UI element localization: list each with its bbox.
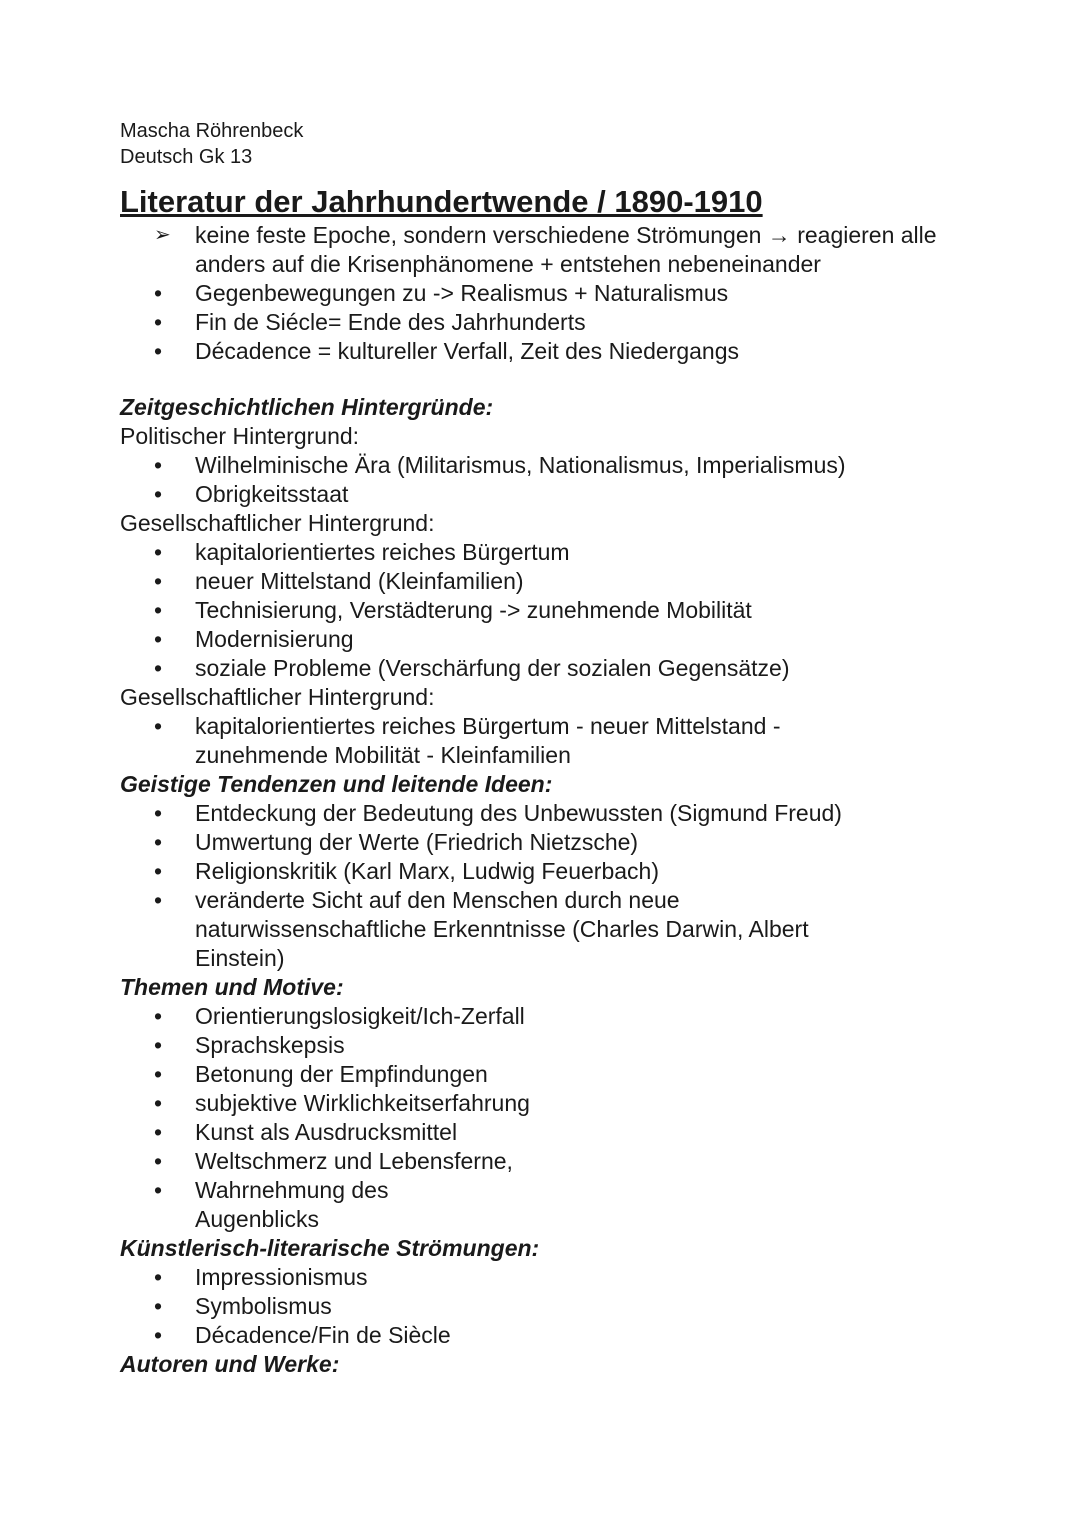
list-item: • Orientierungslosigkeit/Ich-Zerfall [154, 1003, 525, 1029]
themen-list [120, 1002, 1000, 1234]
bullet-icon: • [154, 568, 163, 594]
stroemungen-list [120, 1263, 1000, 1350]
bullet-icon: • [154, 309, 163, 335]
list-item: • Wilhelminische Ära (Militarismus, Nationalismus, Imperialismus) [154, 452, 846, 478]
list-item: • Sprachskepsis [154, 1032, 345, 1058]
section-heading-themen: Themen und Motive: [120, 974, 344, 1000]
list-item: • Modernisierung [154, 626, 354, 652]
bullet-icon: • [154, 1090, 163, 1116]
list-item: ➢ keine feste Epoche, sondern verschiedene Strömungen → reagieren alle anders auf die Krisenphänomene + entstehen nebeneinander [154, 222, 937, 277]
section-heading-autoren: Autoren und Werke: [120, 1351, 340, 1377]
list-item: • veränderte Sicht auf den Menschen durch neue naturwissenschaftliche Erkenntnisse (Charles Darwin, Albert Einstein) [154, 887, 809, 971]
bullet-icon: • [154, 1264, 163, 1290]
list-item: • kapitalorientiertes reiches Bürgertum - neuer Mittelstand - zunehmende Mobilität - Kleinfamilien [154, 713, 781, 768]
list-item: • Décadence = kultureller Verfall, Zeit des Niedergangs [154, 338, 739, 364]
gesellschaft-list-2 [120, 712, 1000, 770]
bullet-icon: • [154, 829, 163, 855]
list-item: • Kunst als Ausdrucksmittel [154, 1119, 458, 1145]
list-item: • soziale Probleme (Verschärfung der sozialen Gegensätze) [154, 655, 790, 681]
author-name: Mascha Röhrenbeck [120, 120, 304, 142]
politisch-list [120, 451, 1000, 509]
list-item: • Wahrnehmung des Augenblicks [154, 1177, 389, 1232]
document-page [120, 118, 1000, 1379]
subheading-politisch: Politischer Hintergrund: [120, 423, 360, 449]
geistig-list [120, 799, 1000, 973]
list-item: • Gegenbewegungen zu -> Realismus + Naturalismus [154, 280, 729, 306]
list-item: • Obrigkeitsstaat [154, 481, 349, 507]
bullet-icon: • [154, 713, 163, 739]
list-item: • Fin de Siécle= Ende des Jahrhunderts [154, 309, 586, 335]
bullet-icon: • [154, 1003, 163, 1029]
bullet-icon: • [154, 1148, 163, 1174]
bullet-icon: • [154, 1119, 163, 1145]
bullet-icon: • [154, 481, 163, 507]
bullet-icon: • [154, 655, 163, 681]
bullet-icon: • [154, 1032, 163, 1058]
list-item: • Religionskritik (Karl Marx, Ludwig Feuerbach) [154, 858, 659, 884]
bullet-icon: • [154, 887, 163, 913]
section-heading-stroemungen: Künstlerisch-literarische Strömungen: [120, 1235, 540, 1261]
section-heading-geistig: Geistige Tendenzen und leitende Ideen: [120, 771, 553, 797]
list-item: • Weltschmerz und Lebensferne, [154, 1148, 513, 1174]
intro-list [120, 221, 1000, 366]
list-item: • neuer Mittelstand (Kleinfamilien) [154, 568, 524, 594]
list-item: • Entdeckung der Bedeutung des Unbewussten (Sigmund Freud) [154, 800, 842, 826]
list-item: • Décadence/Fin de Siècle [154, 1322, 451, 1348]
course-name: Deutsch Gk 13 [120, 146, 253, 168]
bullet-icon: • [154, 1061, 163, 1087]
list-item: • Symbolismus [154, 1293, 332, 1319]
bullet-icon: • [154, 1293, 163, 1319]
section-heading-zeitgeschichte: Zeitgeschichtlichen Hintergründe: [120, 394, 494, 420]
page-title: Literatur der Jahrhundertwende / 1890-1910 [120, 184, 763, 219]
bullet-icon: • [154, 1322, 163, 1348]
list-item: • kapitalorientiertes reiches Bürgertum [154, 539, 570, 565]
gesellschaft-list [120, 538, 1000, 683]
list-item: • Umwertung der Werte (Friedrich Nietzsche) [154, 829, 639, 855]
bullet-icon: • [154, 280, 163, 306]
bullet-icon: • [154, 626, 163, 652]
bullet-icon: • [154, 858, 163, 884]
bullet-icon: • [154, 539, 163, 565]
subheading-gesellschaft: Gesellschaftlicher Hintergrund: [120, 510, 435, 536]
bullet-icon: • [154, 1177, 163, 1203]
arrow-bullet-icon: ➢ [154, 224, 171, 246]
bullet-icon: • [154, 800, 163, 826]
subheading-gesellschaft-2: Gesellschaftlicher Hintergrund: [120, 684, 435, 710]
list-item: • Betonung der Empfindungen [154, 1061, 488, 1087]
list-item: • Technisierung, Verstädterung -> zunehmende Mobilität [154, 597, 752, 623]
list-item: • subjektive Wirklichkeitserfahrung [154, 1090, 530, 1116]
bullet-icon: • [154, 338, 163, 364]
bullet-icon: • [154, 597, 163, 623]
bullet-icon: • [154, 452, 163, 478]
list-item: • Impressionismus [154, 1264, 368, 1290]
